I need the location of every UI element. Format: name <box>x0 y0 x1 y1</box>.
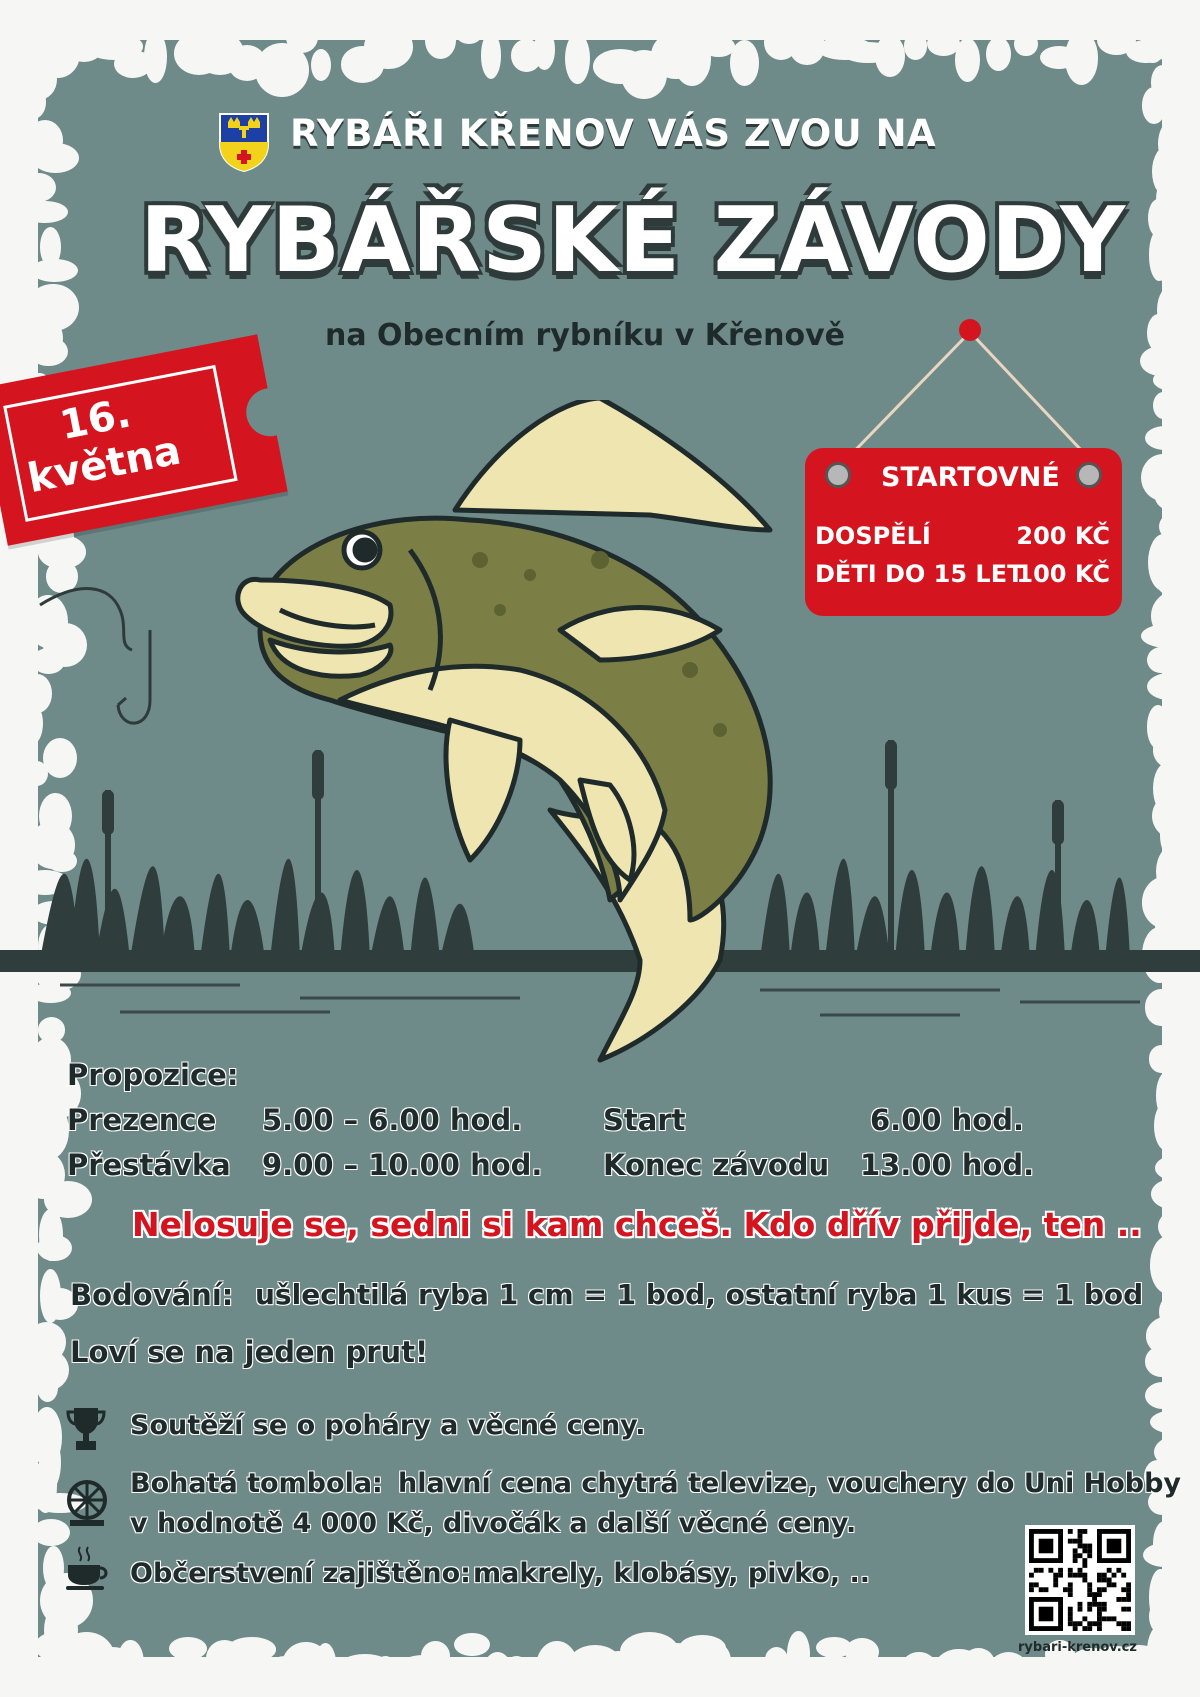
rough-edge-blot <box>1159 1262 1183 1283</box>
seating-note: Nelosuje se, sedni si kam chceš. Kdo dřív přijde, ten .. <box>132 1205 1142 1244</box>
rough-edge-blot <box>1145 1382 1180 1409</box>
rough-edge-blot <box>1157 1126 1187 1152</box>
rough-edge-blot <box>5 37 30 66</box>
rough-edge-blot <box>765 1647 788 1673</box>
tombola-label: Bohatá tombola: <box>130 1468 383 1499</box>
rough-edge-blot <box>394 21 417 42</box>
page-title: RYBÁŘSKÉ ZÁVODY <box>140 188 1127 293</box>
rough-edge-blot <box>904 32 927 59</box>
rough-edge-blot <box>1153 368 1200 392</box>
rough-edge-blot <box>1145 1346 1178 1376</box>
rough-edge-blot <box>32 143 79 173</box>
qr-code-pattern <box>1029 1529 1131 1631</box>
rough-edge-blot <box>144 31 167 83</box>
trophy-icon <box>66 1406 106 1452</box>
rough-edge-blot <box>4 1645 27 1696</box>
rough-edge-blot <box>481 32 501 78</box>
schedule-label-4: Konec závodu <box>603 1148 830 1182</box>
scoring-text: ušlechtilá ryba 1 cm = 1 bod, ostatní ryba 1 kus = 1 bod <box>255 1278 1144 1311</box>
schedule-time-4: 13.00 hod. <box>860 1148 1035 1182</box>
fee-title: STARTOVNÉ <box>881 462 1060 493</box>
rough-edge-blot <box>421 1641 450 1671</box>
lottery-wheel-icon <box>64 1478 110 1528</box>
rough-edge-blot <box>787 1631 809 1677</box>
rough-edge-blot <box>37 1373 58 1402</box>
tombola-text-2: v hodnotě 4 000 Kč, divočák a další věcné ceny. <box>130 1508 857 1539</box>
subtitle: na Obecním rybníku v Křenově <box>325 318 845 353</box>
rough-edge-blot <box>1014 32 1037 57</box>
food-label: Občerstvení zajištěno: <box>130 1558 471 1589</box>
rough-edge-blot <box>19 3 61 26</box>
rough-edge-blot <box>117 1640 143 1687</box>
food-text: makrely, klobásy, pivko, .. <box>473 1558 871 1589</box>
schedule-time-2: 6.00 hod. <box>870 1103 1024 1137</box>
rough-edge-blot <box>710 1645 731 1679</box>
schedule-time-3: 9.00 – 10.00 hod. <box>262 1148 543 1182</box>
rough-edge-blot <box>20 85 45 118</box>
rough-edge-blot <box>425 22 456 59</box>
scoring-label: Bodování: <box>70 1278 234 1312</box>
rough-edge-blot <box>730 40 759 86</box>
rough-edge-blot <box>955 38 980 83</box>
prizes-text: Soutěží se o poháry a věcné ceny. <box>130 1410 646 1441</box>
rough-edge-blot <box>1155 1155 1199 1180</box>
rough-edge-blot <box>311 49 331 82</box>
coffee-cup-icon <box>64 1545 110 1591</box>
fee-adult-price: 200 KČ <box>1016 522 1110 550</box>
rough-edge-blot <box>1143 1543 1187 1568</box>
rough-edge-blot <box>1151 1178 1200 1210</box>
header-line: RYBÁŘI KŘENOV VÁS ZVOU NA <box>290 112 937 155</box>
rough-edge-blot <box>1150 1410 1200 1435</box>
rough-edge-blot <box>845 1638 879 1666</box>
rough-edge-blot <box>1142 87 1166 124</box>
schedule-label-3: Přestávka <box>67 1148 231 1182</box>
rough-edge-blot <box>21 201 67 224</box>
website-url[interactable]: rybari-krenov.cz <box>1018 1640 1137 1655</box>
rough-edge-blot <box>505 1656 528 1678</box>
rough-edge-blot <box>534 29 555 70</box>
rod-rule: Loví se na jeden prut! <box>70 1335 429 1369</box>
rough-edge-blot <box>1065 31 1099 85</box>
rough-edge-blot <box>986 37 1011 71</box>
coat-of-arms <box>218 112 270 172</box>
schedule-label-1: Prezence <box>67 1103 217 1137</box>
rough-edge-blot <box>875 35 904 77</box>
schedule-time-1: 5.00 – 6.00 hod. <box>262 1103 523 1137</box>
rough-edge-blot <box>31 259 78 282</box>
rough-edge-blot <box>702 36 735 57</box>
qr-code[interactable] <box>1025 1525 1135 1635</box>
rough-edge-blot <box>227 1637 277 1662</box>
fishing-hook-icon <box>40 589 150 724</box>
water-ripples <box>60 985 1140 1015</box>
fee-adult-label: DOSPĚLÍ <box>815 522 931 550</box>
rough-edge-blot <box>565 33 590 84</box>
rough-edge-blot <box>142 1657 181 1685</box>
rough-edge-blot <box>1140 30 1164 63</box>
tombola-text: hlavní cena chytrá televize, vouchery do Uni Hobby <box>398 1468 1182 1499</box>
rough-edge-blot <box>29 337 67 367</box>
fish-illustration <box>0 400 1200 1080</box>
rough-edge-blot <box>314 1643 338 1697</box>
rough-edge-blot <box>21 173 56 202</box>
fee-child-label: DĚTI DO 15 LET <box>815 560 1024 588</box>
fee-child-price: 100 KČ <box>1016 560 1110 588</box>
schedule-heading: Propozice: <box>67 1058 239 1092</box>
schedule-label-2: Start <box>603 1103 686 1137</box>
rough-edge-blot <box>169 1637 207 1660</box>
rough-edge-blot <box>371 1656 400 1697</box>
event-date: 16. května <box>24 390 185 503</box>
